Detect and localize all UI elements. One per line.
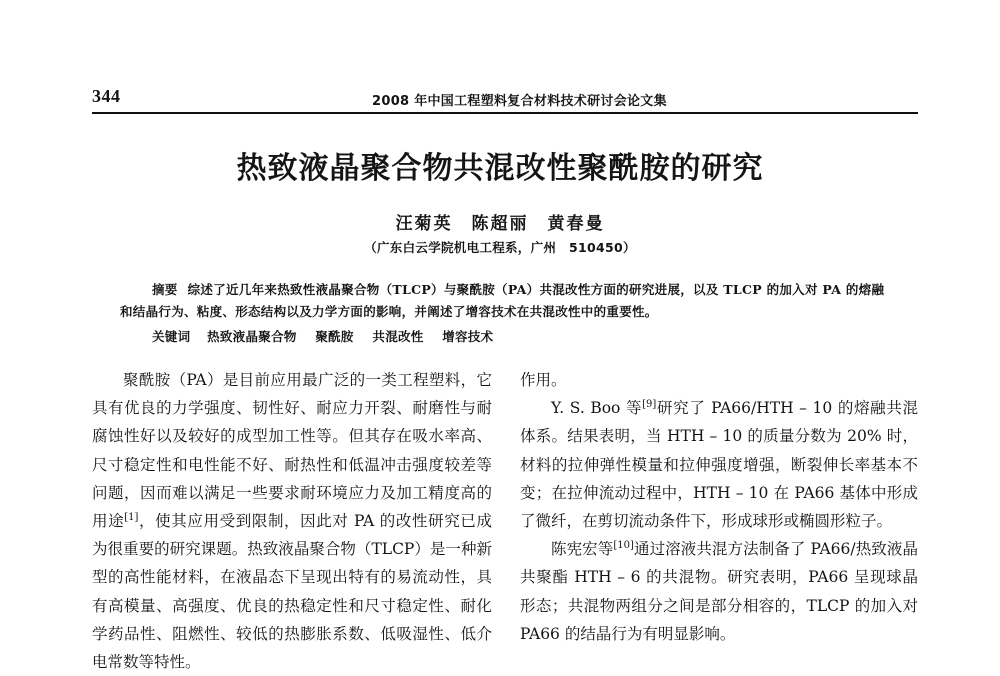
body-paragraph: [520, 366, 918, 394]
body-text: Y. S. Boo 等: [551, 399, 643, 418]
body-text: 作用。: [520, 371, 567, 389]
keywords: [152, 327, 852, 345]
abstract: [120, 279, 890, 323]
page-number: 344: [92, 86, 121, 106]
abstract-text: 综述了近几年来热致性液晶聚合物（TLCP）与聚酰胺（PA）共混改性方面的研究进展，以及 TLCP 的加入对 PA 的熔融和结晶行为、粘度、形态结构以及力学方面的影响，并阐述了增容技术在共混改性中的重要性。: [120, 282, 885, 319]
body-text: 陈宪宏等: [551, 540, 614, 559]
body-column-right: [520, 366, 918, 648]
keyword-item: 共混改性: [372, 329, 424, 344]
body-paragraph: [520, 535, 918, 648]
citation-ref: [1]: [124, 511, 139, 523]
body-text: 聚酰胺（PA）是目前应用最广泛的一类工程塑料，它具有优良的力学强度、韧性好、耐应力开裂、耐磨性与耐腐蚀性好以及较好的成型加工性等。但其存在吸水率高、尺寸稳定性和电性能不好、耐热性和低温冲击强度较差等问题，因而难以满足一些要求耐环境应力及加工精度高的用途: [92, 371, 492, 531]
body-text: 研究了 PA66/HTH – 10 的熔融共混体系。结果表明，当 HTH – 10 的质量分数为 20% 时，材料的拉伸弹性模量和拉伸强度增强，断裂伸长率基本不变；在拉伸流动过程中，HTH – 10 在 PA66 基体中形成了微纤，在剪切流动条件下，形成球形或椭圆形粒子。: [520, 399, 918, 531]
keywords-label: 关键词: [152, 329, 191, 344]
keyword-item: 增容技术: [442, 329, 494, 344]
body-paragraph: [92, 366, 492, 676]
body-text: ，使其应用受到限制，因此对 PA 的改性研究已成为很重要的研究课题。热致液晶聚合物（TLCP）是一种新型的高性能材料，在液晶态下呈现出特有的易流动性，具有高模量、高强度、优良的热稳定性和尺寸稳定性、耐化学药品性、阻燃性、较低的热膨胀系数、低吸湿性、低介电常数等特性。: [92, 512, 492, 672]
keyword-item: 热致液晶聚合物: [207, 329, 297, 344]
abstract-label: 摘要: [152, 282, 178, 297]
citation-ref: [10]: [613, 540, 634, 552]
paper-title: 热致液晶聚合物共混改性聚酰胺的研究: [236, 151, 764, 186]
citation-ref: [9]: [642, 399, 657, 411]
body-column-left: [92, 366, 492, 676]
header-rule: [92, 112, 918, 114]
authors: 汪菊英 陈超丽 黄春曼: [395, 214, 605, 234]
affiliation: （广东白云学院机电工程系，广州 510450）: [364, 240, 636, 255]
running-head: 2008 年中国工程塑料复合材料技术研讨会论文集: [372, 94, 667, 109]
body-text: 通过溶液共混方法制备了 PA66/热致液晶共聚酯 HTH – 6 的共混物。研究表明，PA66 呈现球晶形态；共混物两组分之间是部分相容的，TLCP 的加入对 PA66 的结晶行为有明显影响。: [520, 540, 918, 643]
keyword-item: 聚酰胺: [315, 329, 354, 344]
body-paragraph: [520, 394, 918, 535]
